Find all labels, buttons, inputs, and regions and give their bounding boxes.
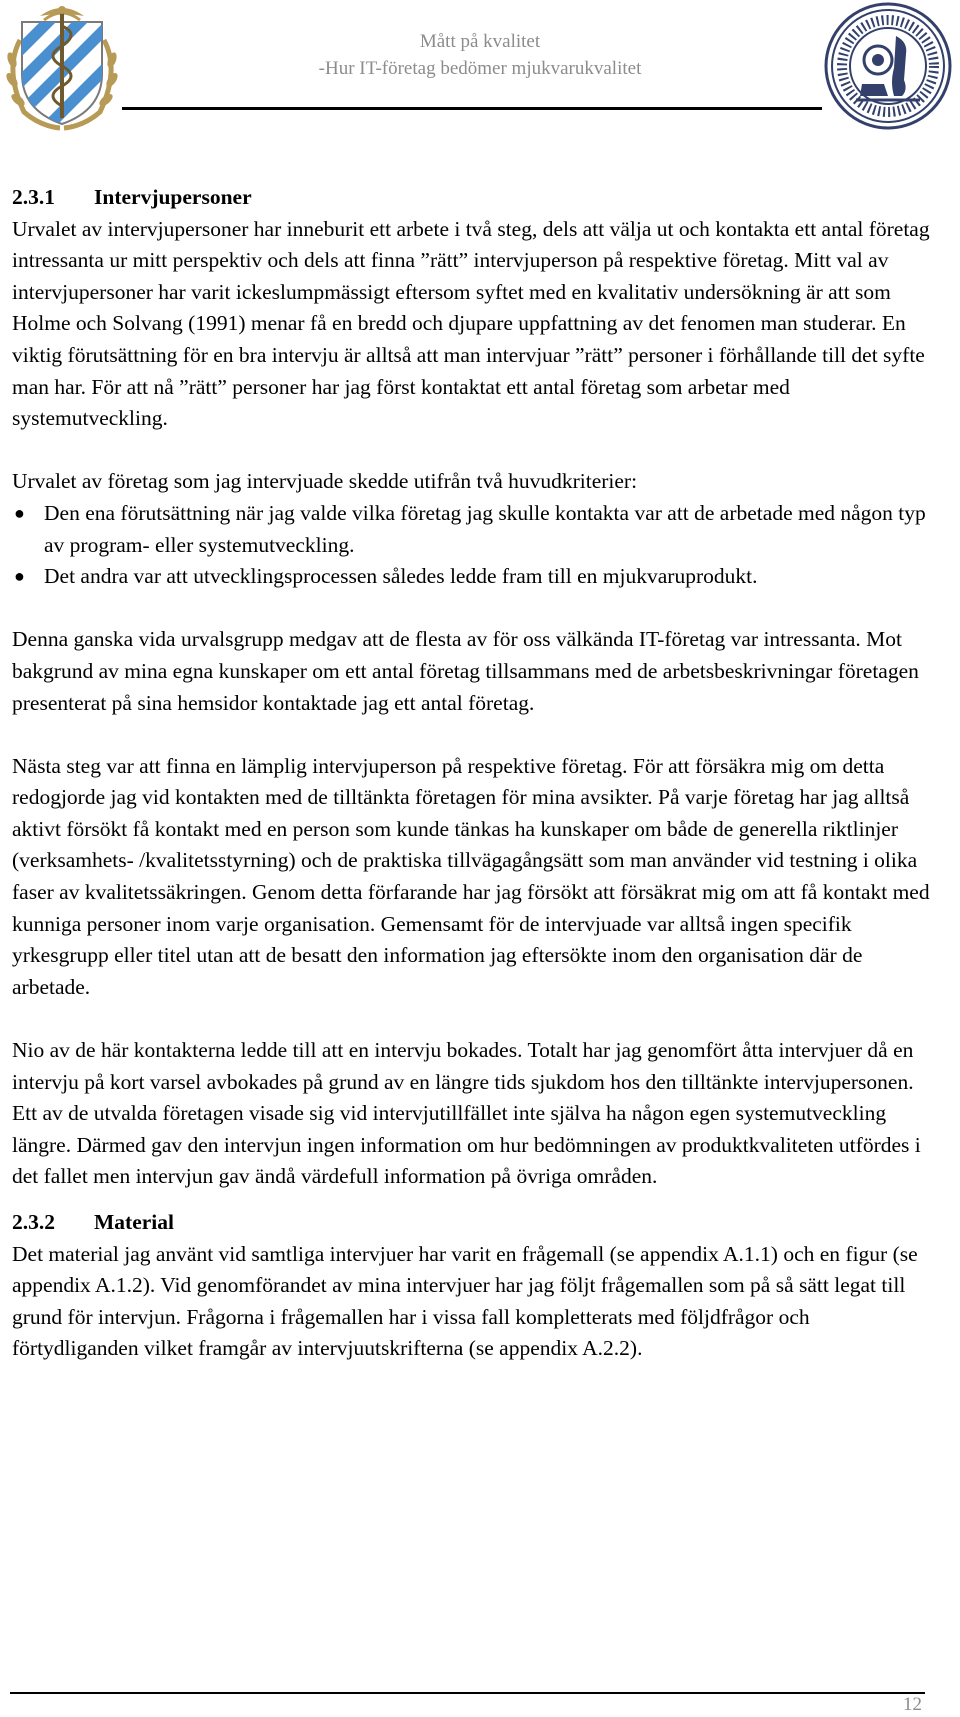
page-header: [0, 0, 960, 130]
bullet-icon: ●: [14, 502, 25, 523]
paragraph: Nio av de här kontakterna ledde till att en intervju bokades. Totalt har jag genomfört åtta intervjuer då en intervju på kort varsel avbokades på grund av en längre tids sjukdom hos den tilltänkte intervjupersonen. Ett av de utvalda företagen visade sig vid intervjutillfället inte själva ha någon egen systemutveckling längre. Därmed gav den intervjun ingen information om hur bedömningen av produktkvaliteten utfördes i det fallet men intervjun gav ändå värdefull information på övriga områden.: [12, 1038, 921, 1189]
section-heading-2-3-2: [12, 1207, 934, 1239]
section-heading-2-3-1: [12, 182, 934, 214]
list-item: [12, 498, 934, 561]
section-number: 2.3.2: [12, 1210, 55, 1234]
criteria-list: [12, 498, 934, 593]
caduceus-shield-logo-icon: [0, 0, 124, 132]
paragraph: Nästa steg var att finna en lämplig intervjuperson på respektive företag. För att försäkra mig om detta redogjorde jag vid kontakten med de tilltänkta företagen för mina avsikter. På varje företag har jag alltså aktivt försökt få kontakt med en person som kunde tänkas ha kunskaper om både de generella riktlinjer (verksamhets- /kvalitetsstyrning) och de praktiska tillvägagångsätt som man använder vid testning i olika faser av kvalitetssäkringen. Genom detta förfarande har jag försökt att försäkrat mig om att få kontakt med kunniga personer inom varje organisation. Gemensamt för de intervjuade var alltså ingen specifik yrkesgrupp eller titel utan att de besatt den information jag eftersökte inom den organisation där de arbetade.: [12, 753, 930, 999]
paragraph: Urvalet av företag som jag intervjuade skedde utifrån två huvudkriterier:: [12, 469, 638, 494]
paragraph: Denna ganska vida urvalsgrupp medgav att de flesta av för oss välkända IT-företag var intressanta. Mot bakgrund av mina egna kunskaper om ett antal företag tillsammans med de arbetsbeskrivningar företagen presenterat på sina hemsidor kontaktade jag ett antal företag.: [12, 627, 919, 715]
header-title-line2: -Hur IT-företag bedömer mjukvarukvalitet: [318, 58, 642, 79]
section-title: Intervjupersoner: [94, 185, 252, 209]
paragraph: Urvalet av intervjupersoner har inneburit ett arbete i två steg, dels att välja ut och kontakta ett antal företag intressanta ur mitt perspektiv och dels att finna ”rätt” intervjuperson på respektive företag. Mitt val av intervjupersoner har varit ickeslumpmässigt eftersom syftet med en kvalitativ undersökning är att som Holme och Solvang (1991) menar få en bredd och djupare uppfattning av det fenomen man studerar. En viktig förutsättning för en bra intervju är alltså att man intervjuar ”rätt” personer i förhållande till det syfte man har. För att nå ”rätt” personer har jag först kontaktat ett antal företag som arbetar med systemutveckling.: [12, 216, 930, 431]
university-seal-icon: [820, 2, 956, 130]
list-item-text: Den ena förutsättning när jag valde vilka företag jag skulle kontakta var att de arbetade med någon typ av program- eller systemutveckling.: [44, 500, 926, 557]
list-item: [12, 561, 934, 593]
header-title-line1: Mått på kvalitet: [419, 31, 541, 52]
header-divider: [122, 107, 822, 110]
section-title: Material: [94, 1210, 174, 1234]
section-number: 2.3.1: [12, 185, 55, 209]
page-number: 12: [903, 1694, 922, 1715]
bullet-icon: ●: [14, 566, 25, 587]
footer-divider: [10, 1692, 925, 1694]
paragraph: Det material jag använt vid samtliga intervjuer har varit en frågemall (se appendix A.1.1) och en figur (se appendix A.1.2). Vid genomförandet av mina intervjuer har jag följt frågemallen som på så sätt legat till grund för intervjun. Frågorna i frågemallen har i vissa fall kompletterats med följdfrågor och förtydliganden vilket framgår av intervjuutskrifterna (se appendix A.2.2).: [12, 1241, 918, 1361]
document-body: [12, 182, 934, 1365]
list-item-text: Det andra var att utvecklingsprocessen således ledde fram till en mjukvaruprodukt.: [44, 564, 758, 589]
